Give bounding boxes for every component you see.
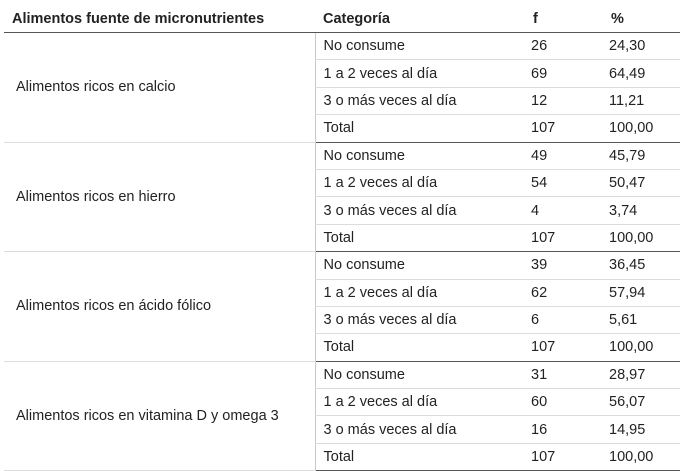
percent-cell: 64,49: [603, 60, 680, 87]
frequency-cell: 54: [525, 169, 603, 196]
food-group-label: Alimentos ricos en hierro: [4, 142, 315, 252]
category-cell: 3 o más veces al día: [315, 87, 525, 114]
category-cell: Total: [315, 334, 525, 361]
frequency-cell: 107: [525, 334, 603, 361]
frequency-cell: 31: [525, 361, 603, 388]
frequency-cell: 69: [525, 60, 603, 87]
category-cell: No consume: [315, 33, 525, 60]
frequency-cell: 26: [525, 33, 603, 60]
category-cell: Total: [315, 224, 525, 251]
frequency-cell: 12: [525, 87, 603, 114]
header-f: f: [525, 6, 603, 33]
header-food: Alimentos fuente de micronutrientes: [4, 6, 315, 33]
percent-cell: 100,00: [603, 224, 680, 251]
percent-cell: 56,07: [603, 389, 680, 416]
table-row: [4, 33, 680, 60]
percent-cell: 24,30: [603, 33, 680, 60]
frequency-cell: 6: [525, 306, 603, 333]
category-cell: 1 a 2 veces al día: [315, 169, 525, 196]
percent-cell: 14,95: [603, 416, 680, 443]
percent-cell: 28,97: [603, 361, 680, 388]
percent-cell: 57,94: [603, 279, 680, 306]
percent-cell: 50,47: [603, 169, 680, 196]
header-percent: %: [603, 6, 680, 33]
category-cell: No consume: [315, 252, 525, 279]
header-row: [4, 6, 680, 33]
table-row: [4, 142, 680, 169]
table-body: [4, 33, 680, 471]
percent-cell: 5,61: [603, 306, 680, 333]
micronutrient-table: [4, 6, 680, 471]
frequency-cell: 107: [525, 224, 603, 251]
category-cell: 1 a 2 veces al día: [315, 60, 525, 87]
category-cell: 1 a 2 veces al día: [315, 279, 525, 306]
percent-cell: 11,21: [603, 87, 680, 114]
percent-cell: 100,00: [603, 443, 680, 470]
frequency-cell: 107: [525, 115, 603, 142]
frequency-cell: 16: [525, 416, 603, 443]
food-group-label: Alimentos ricos en vitamina D y omega 3: [4, 361, 315, 471]
percent-cell: 100,00: [603, 115, 680, 142]
table-row: [4, 361, 680, 388]
category-cell: No consume: [315, 361, 525, 388]
frequency-cell: 39: [525, 252, 603, 279]
frequency-cell: 62: [525, 279, 603, 306]
category-cell: Total: [315, 443, 525, 470]
percent-cell: 3,74: [603, 197, 680, 224]
percent-cell: 45,79: [603, 142, 680, 169]
category-cell: Total: [315, 115, 525, 142]
category-cell: 3 o más veces al día: [315, 306, 525, 333]
frequency-cell: 49: [525, 142, 603, 169]
category-cell: 3 o más veces al día: [315, 416, 525, 443]
category-cell: 3 o más veces al día: [315, 197, 525, 224]
header-category: Categoría: [315, 6, 525, 33]
food-group-label: Alimentos ricos en ácido fólico: [4, 252, 315, 362]
percent-cell: 100,00: [603, 334, 680, 361]
frequency-cell: 107: [525, 443, 603, 470]
percent-cell: 36,45: [603, 252, 680, 279]
category-cell: 1 a 2 veces al día: [315, 389, 525, 416]
frequency-cell: 60: [525, 389, 603, 416]
frequency-cell: 4: [525, 197, 603, 224]
category-cell: No consume: [315, 142, 525, 169]
food-group-label: Alimentos ricos en calcio: [4, 33, 315, 143]
table-row: [4, 252, 680, 279]
